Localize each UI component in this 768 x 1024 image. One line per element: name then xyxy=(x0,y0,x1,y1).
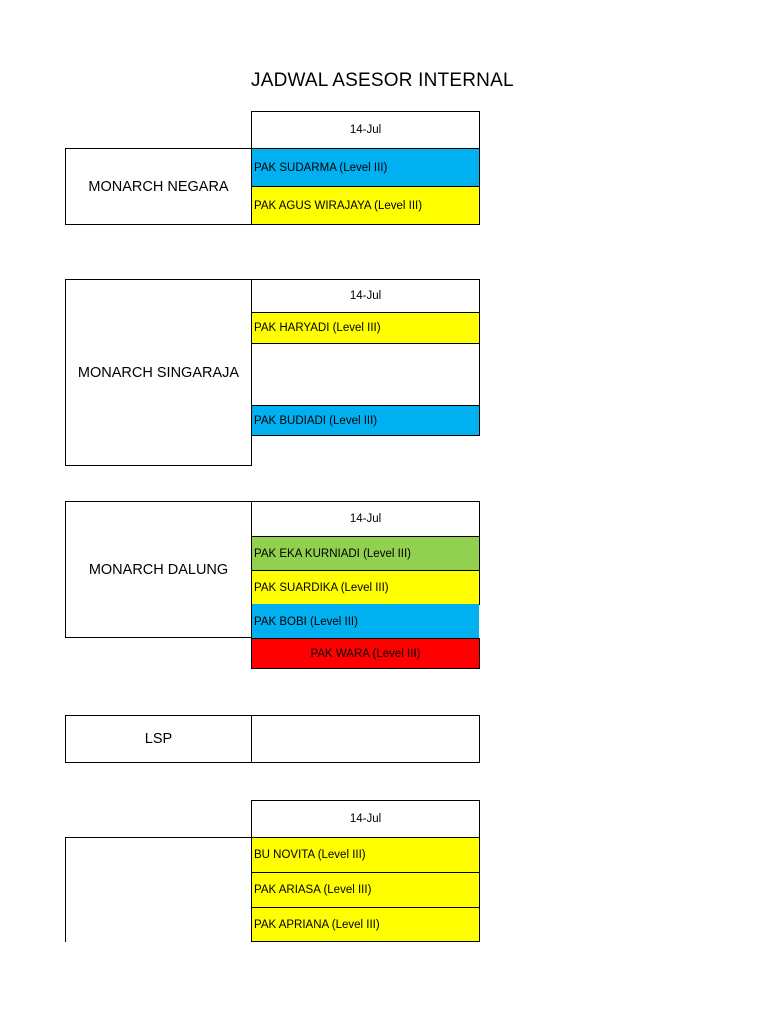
location-label-lsp xyxy=(65,715,252,763)
assessor-cell: PAK EKA KURNIADI (Level III) xyxy=(251,536,480,571)
location-label-negara xyxy=(65,148,252,225)
location-label-singaraja xyxy=(65,279,252,466)
location-name: MONARCH DALUNG xyxy=(88,561,229,578)
document-title: JADWAL ASESOR INTERNAL xyxy=(251,70,514,91)
location-name: MONARCH NEGARA xyxy=(88,178,229,195)
assessor-cell: PAK BUDIADI (Level III) xyxy=(251,405,480,436)
location-name: MONARCH SINGARAJA xyxy=(77,364,240,381)
date-header: 14-Jul xyxy=(251,800,480,838)
location-label-fifth xyxy=(65,837,252,942)
location-name: LSP xyxy=(144,731,173,747)
assessor-cell: PAK BOBI (Level III) xyxy=(251,604,479,639)
assessor-cell: PAK SUARDIKA (Level III) xyxy=(251,570,480,605)
date-header: 14-Jul xyxy=(251,111,480,149)
assessor-cell: PAK HARYADI (Level III) xyxy=(251,312,480,344)
location-label-dalung xyxy=(65,501,252,638)
assessor-cell: PAK WARA (Level III) xyxy=(251,638,480,669)
assessor-cell: BU NOVITA (Level III) xyxy=(251,837,480,873)
assessor-cell: PAK ARIASA (Level III) xyxy=(251,872,480,908)
date-header: 14-Jul xyxy=(251,279,480,313)
assessor-cell-empty xyxy=(251,343,480,406)
assessor-cell: PAK SUDARMA (Level III) xyxy=(251,148,480,187)
date-header: 14-Jul xyxy=(251,501,480,537)
lsp-value-cell xyxy=(251,715,480,763)
assessor-cell: PAK APRIANA (Level III) xyxy=(251,907,480,942)
assessor-cell: PAK AGUS WIRAJAYA (Level III) xyxy=(251,186,480,225)
